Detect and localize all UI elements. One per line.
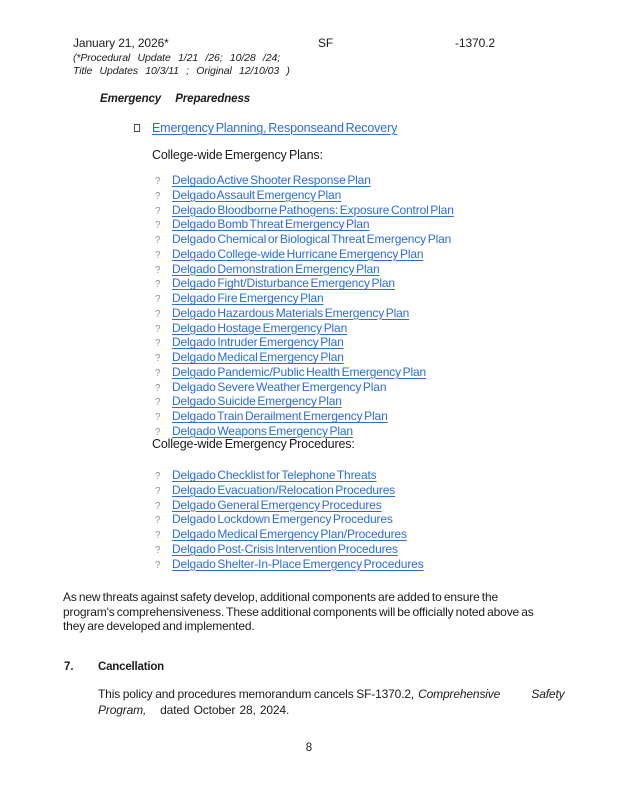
question-bullet-icon: ? bbox=[155, 235, 161, 246]
body-paragraph-line-3: they are developed and implemented. bbox=[63, 619, 255, 634]
plan-list-item bbox=[155, 307, 454, 322]
emergency-preparedness-heading: Emergency Preparedness bbox=[100, 93, 251, 105]
question-bullet-icon: ? bbox=[155, 220, 161, 232]
cancellation-text-line-1: This policy and procedures memorandum cancels SF-1370.2, Comprehensive Safety bbox=[98, 687, 565, 701]
plan-list-item bbox=[155, 292, 454, 307]
question-bullet-icon: ? bbox=[155, 471, 161, 482]
procedure-link[interactable]: Delgado General Emergency Procedures bbox=[172, 497, 382, 512]
plan-link[interactable]: Delgado Hazardous Materials Emergency Plan bbox=[172, 305, 410, 320]
page-number: 8 bbox=[305, 742, 313, 754]
question-bullet-icon: ? bbox=[155, 485, 161, 497]
plan-link[interactable]: Delgado Bloodborne Pathogens: Exposure Control Plan bbox=[172, 202, 454, 217]
question-bullet-icon: ? bbox=[155, 559, 161, 571]
plan-link[interactable]: Delgado Chemical or Biological Threat Emergency Plan bbox=[172, 232, 452, 246]
plan-list-item bbox=[155, 174, 454, 189]
plan-list-item bbox=[155, 189, 454, 204]
plan-link[interactable]: Delgado Intruder Emergency Plan bbox=[172, 335, 344, 350]
revision-note-line-1: (*Procedural Update 1/21 /26; 10/28 /24; bbox=[73, 52, 281, 64]
procedure-list-item bbox=[155, 499, 424, 514]
plan-list-item bbox=[155, 322, 454, 337]
procedure-list-item bbox=[155, 469, 424, 484]
question-bullet-icon: ? bbox=[155, 338, 161, 350]
procedure-list-item bbox=[155, 484, 424, 499]
plan-list-item bbox=[155, 336, 454, 351]
plan-link[interactable]: Delgado Fire Emergency Plan bbox=[172, 291, 324, 305]
question-bullet-icon: ? bbox=[155, 308, 161, 320]
plan-link[interactable]: Delgado Bomb Threat Emergency Plan bbox=[172, 217, 370, 232]
question-bullet-icon: ? bbox=[155, 500, 161, 512]
plan-link[interactable]: Delgado Pandemic/Public Health Emergency Plan bbox=[172, 364, 427, 379]
plan-list-item bbox=[155, 218, 454, 233]
plan-list-item bbox=[155, 263, 454, 278]
procedure-link[interactable]: Delgado Medical Emergency Plan/Procedures bbox=[172, 527, 407, 541]
body-paragraph-line-1: As new threats against safety develop, additional components are added to ensure the bbox=[63, 590, 499, 604]
plan-link[interactable]: Delgado Assault Emergency Plan bbox=[172, 187, 342, 202]
procedure-link[interactable]: Delgado Shelter-In-Place Emergency Procedures bbox=[172, 556, 424, 571]
body-paragraph-line-2: program's comprehensiveness. These additional components will be officially noted above as bbox=[63, 604, 534, 619]
procedure-list-item bbox=[155, 558, 424, 573]
plan-link[interactable]: Delgado Hostage Emergency Plan bbox=[172, 320, 348, 335]
plan-list-item bbox=[155, 410, 454, 425]
plans-list bbox=[155, 174, 454, 440]
question-bullet-icon: ? bbox=[155, 264, 161, 276]
plan-list-item bbox=[155, 395, 454, 410]
question-bullet-icon: ? bbox=[155, 530, 161, 541]
body-paragraph bbox=[63, 590, 588, 634]
question-bullet-icon: ? bbox=[155, 205, 161, 217]
emergency-planning-link[interactable]: Emergency Planning, Responseand Recovery bbox=[152, 121, 398, 135]
cancellation-text bbox=[98, 687, 578, 718]
square-bullet-icon bbox=[134, 124, 140, 132]
plans-heading: College-wide Emergency Plans: bbox=[152, 148, 323, 162]
procedures-heading: College-wide Emergency Procedures: bbox=[152, 437, 355, 451]
plan-link[interactable]: Delgado Demonstration Emergency Plan bbox=[172, 261, 380, 276]
procedure-list-item bbox=[155, 528, 424, 543]
question-bullet-icon: ? bbox=[155, 397, 161, 409]
plan-list-item bbox=[155, 233, 454, 248]
revision-note-line-2: Title Updates 10/3/11 ; Original 12/10/03 ) bbox=[73, 64, 290, 77]
question-bullet-icon: ? bbox=[155, 353, 161, 364]
plan-link[interactable]: Delgado College-wide Hurricane Emergency Plan bbox=[172, 246, 424, 261]
question-bullet-icon: ? bbox=[155, 367, 161, 379]
plan-list-item bbox=[155, 381, 454, 396]
plan-link[interactable]: Delgado Suicide Emergency Plan bbox=[172, 394, 342, 409]
question-bullet-icon: ? bbox=[155, 249, 161, 261]
plan-link[interactable]: Delgado Active Shooter Response Plan bbox=[172, 173, 371, 187]
procedures-list bbox=[155, 469, 424, 572]
procedure-link[interactable]: Delgado Checklist for Telephone Threats bbox=[172, 468, 377, 482]
header-date: January 21, 2026* bbox=[73, 36, 169, 50]
procedure-link[interactable]: Delgado Evacuation/Relocation Procedures bbox=[172, 482, 396, 497]
question-bullet-icon: ? bbox=[155, 176, 161, 187]
procedure-link[interactable]: Delgado Lockdown Emergency Procedures bbox=[172, 512, 393, 527]
plan-link[interactable]: Delgado Severe Weather Emergency Plan bbox=[172, 379, 387, 394]
cancellation-section-number: 7. bbox=[64, 661, 74, 673]
plan-list-item bbox=[155, 248, 454, 263]
plan-link[interactable]: Delgado Medical Emergency Plan bbox=[172, 350, 344, 364]
plan-link[interactable]: Delgado Fight/Disturbance Emergency Plan bbox=[172, 276, 395, 291]
plan-list-item bbox=[155, 351, 454, 366]
question-bullet-icon: ? bbox=[155, 279, 161, 291]
question-bullet-icon: ? bbox=[155, 382, 161, 394]
header-doc-number: -1370.2 bbox=[455, 36, 495, 50]
plan-link[interactable]: Delgado Weapons Emergency Plan bbox=[172, 423, 353, 438]
procedure-list-item bbox=[155, 543, 424, 558]
question-bullet-icon: ? bbox=[155, 323, 161, 335]
question-bullet-icon: ? bbox=[155, 515, 161, 527]
question-bullet-icon: ? bbox=[155, 294, 161, 305]
procedure-link[interactable]: Delgado Post-Crisis Intervention Procedures bbox=[172, 541, 398, 556]
question-bullet-icon: ? bbox=[155, 426, 161, 438]
header-doc-code: SF bbox=[318, 36, 334, 50]
plan-link[interactable]: Delgado Train Derailment Emergency Plan bbox=[172, 409, 388, 423]
revision-note bbox=[73, 52, 290, 77]
question-bullet-icon: ? bbox=[155, 412, 161, 423]
plan-list-item bbox=[155, 204, 454, 219]
cancellation-heading: Cancellation bbox=[98, 661, 164, 673]
question-bullet-icon: ? bbox=[155, 544, 161, 556]
plan-list-item bbox=[155, 277, 454, 292]
cancellation-text-line-2: Program, dated October 28, 2024. bbox=[98, 702, 290, 717]
question-bullet-icon: ? bbox=[155, 190, 161, 202]
plan-list-item bbox=[155, 366, 454, 381]
procedure-list-item bbox=[155, 513, 424, 528]
